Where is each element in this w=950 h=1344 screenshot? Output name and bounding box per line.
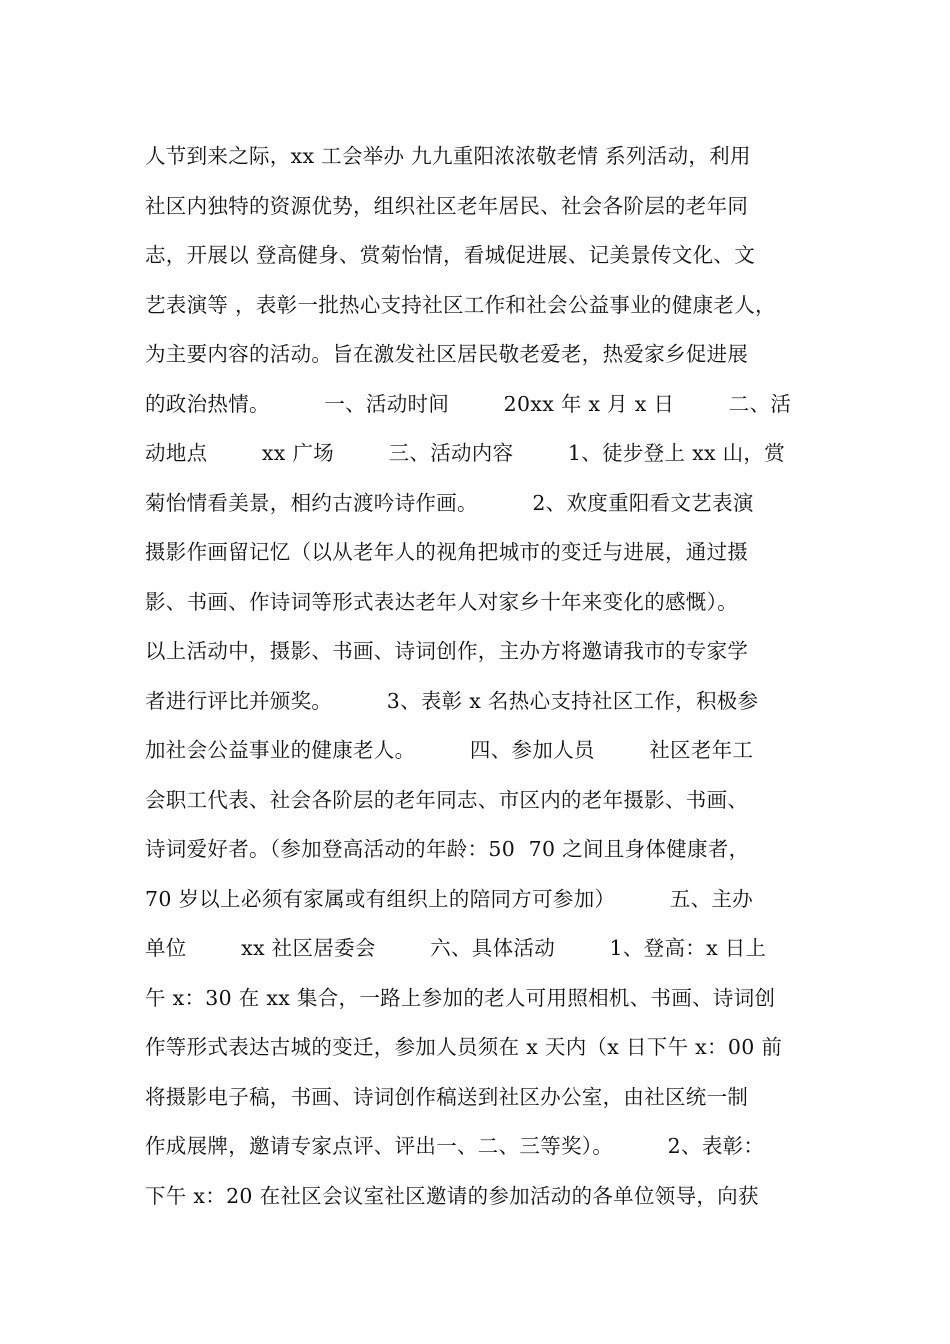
text-line: 社区内独特的资源优势，组织社区老年居民、社会各阶层的老年同 [145,193,749,218]
text-line: 影、书画、作诗词等形式表达老年人对家乡十年来变化的感慨）。 [145,589,738,614]
text-line: 动地点 xx 广场 三、活动内容 1、徒步登上 xx 山，赏 [145,441,786,465]
text-line: 为主要内容的活动。旨在激发社区居民敬老爱老，热爱家乡促进展 [145,342,749,366]
text-line: 人节到来之际，xx 工会举办 九九重阳浓浓敬老情 系列活动，利用 [145,144,751,168]
text-line: 午 x：30 在 xx 集合，一路上参加的老人可用照相机、书画、诗词创 [145,985,776,1010]
text-line: 下午 x：20 在社区会议室社区邀请的参加活动的各单位领导，向获 [145,1183,759,1208]
text-line: 作成展牌，邀请专家点评、评出一、二、三等奖）。 2、表彰： [145,1134,765,1158]
text-line: 摄影作画留记忆（以从老年人的视角把城市的变迁与进展，通过摄 [145,540,749,564]
text-line: 70 岁以上必须有家属或有组织上的陪同方可参加） 五、主办 [145,886,754,911]
text-line: 作等形式表达古城的变迁，参加人员须在 x 天内（x 日下午 x：00 前 [145,1035,783,1059]
text-line: 加社会公益事业的健康老人。 四、参加人员 社区老年工 [145,738,754,762]
document-body [145,132,835,1221]
text-line: 的政治热情。 一、活动时间 20xx 年 x 月 x 日 二、活 [145,391,792,416]
text-line: 会职工代表、社会各阶层的老年同志、市区内的老年摄影、书画、 [145,787,749,812]
text-line: 将摄影电子稿，书画、诗词创作稿送到社区办公室，由社区统一制 [145,1084,749,1109]
text-line: 志，开展以 登高健身、赏菊怡情，看城促进展、记美景传文化、文 [145,243,756,267]
text-line: 诗词爱好者。（参加登高活动的年龄：50 70 之间且身体健康者， [145,837,750,861]
text-line: 以上活动中，摄影、书画、诗词创作，主办方将邀请我市的专家学 [145,639,749,663]
text-line: 菊怡情看美景，相约古渡吟诗作画。 2、欢度重阳看文艺表演 [145,490,754,515]
text-line: 单位 xx 社区居委会 六、具体活动 1、登高：x 日上 [145,936,767,960]
text-line: 艺表演等 ，表彰一批热心支持社区工作和社会公益事业的健康老人， [145,292,776,317]
text-line: 者进行评比并颁奖。 3、表彰 x 名热心支持社区工作，积极参 [145,688,759,713]
